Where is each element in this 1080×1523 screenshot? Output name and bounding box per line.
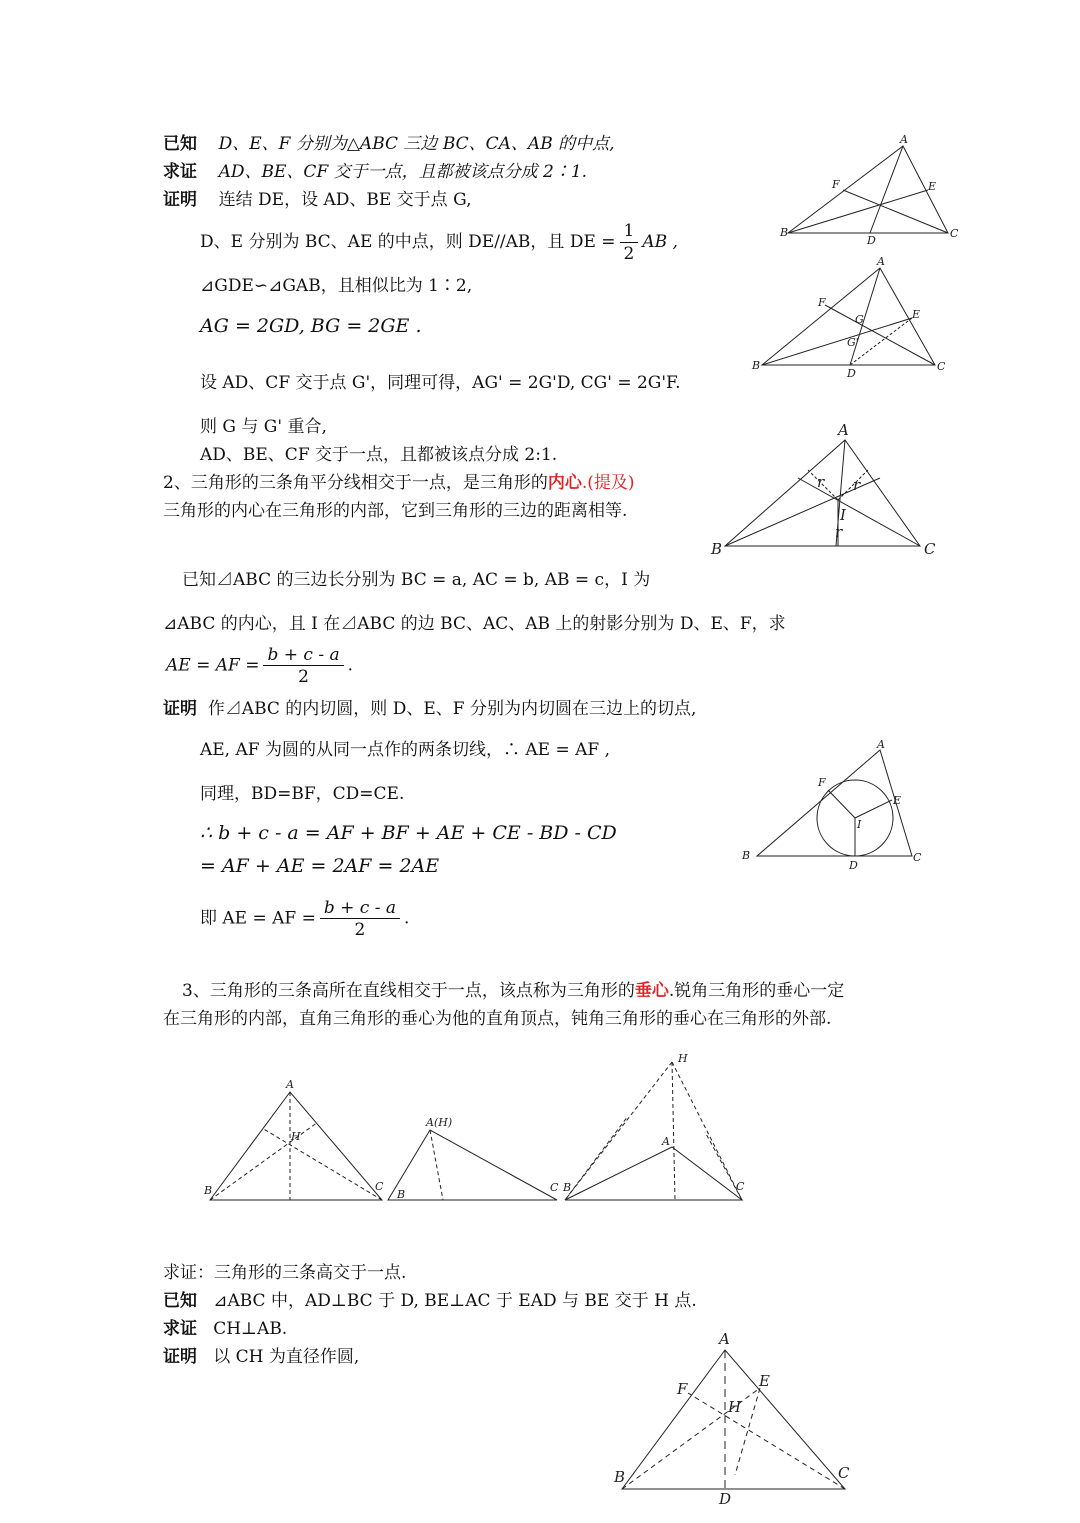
label-f: F [818, 776, 826, 789]
label-h: H [678, 1052, 688, 1065]
label-f: F [818, 296, 826, 309]
label-b: B [742, 849, 751, 862]
figure-right-orthocenter [388, 1116, 559, 1201]
given-line: 已知 D、E、F 分别为△ABC 三边 BC、CA、AB 的中点, [163, 134, 615, 154]
label-e: E [759, 1372, 770, 1390]
label-c: C [913, 851, 922, 864]
label-r: r [853, 476, 861, 494]
label-b: B [204, 1184, 213, 1197]
label-h: H [728, 1398, 742, 1416]
proof-line: 证明 连结 DE，设 AD、BE 交于点 G, [163, 190, 472, 210]
label-c: C [937, 360, 946, 373]
label-b: B [563, 1181, 572, 1194]
label-d: D [847, 367, 856, 380]
given-formula: AE = AF = $\frac{b + c - a}{2}$ . [166, 645, 354, 687]
given-line: 已知⊿ABC 的三边长分别为 BC = a, AC = b, AB = c，I 为 [182, 570, 651, 590]
figure-incircle [741, 738, 922, 872]
label-b: B [614, 1468, 626, 1486]
label-g-prime: G' [847, 336, 859, 349]
proof-line: 证明 以 CH 为直径作圆, [163, 1347, 360, 1367]
label-i: I [840, 506, 846, 524]
label-d: D [849, 859, 858, 872]
label-f: F [832, 178, 840, 191]
proof-step: 设 AD、CF 交于点 G'，同理可得，AG' = 2G'D, CG' = 2G'F. [200, 373, 681, 393]
label-r: r [817, 473, 825, 491]
label-i: I [857, 818, 862, 831]
label-d: D [867, 234, 876, 247]
label-h: H [291, 1130, 301, 1143]
label-e: E [893, 794, 902, 807]
proof-step: 同理，BD=BF，CD=CE. [200, 784, 405, 804]
section-2-title: 2、三角形的三条角平分线相交于一点，是三角形的内心.(提及) [163, 473, 635, 493]
label-e: E [928, 180, 937, 193]
label-f: F [677, 1380, 688, 1398]
label-a: A [838, 421, 849, 439]
section-3-title: 3、三角形的三条高所在直线相交于一点，该点称为三角形的垂心.锐角三角形的垂心一定 [182, 981, 845, 1001]
figure-incenter [710, 421, 936, 558]
question: 求证：三角形的三条高交于一点. [163, 1263, 407, 1283]
label-r: r [835, 523, 843, 541]
figure-obtuse-orthocenter [562, 1052, 745, 1200]
proof-step: 则 G 与 G' 重合, [200, 417, 327, 437]
proof-step: ∴ b + c - a = AF + BF + AE + CE - BD - CD [200, 822, 617, 844]
proof-step: = AF + AE = 2AF = 2AE [200, 855, 440, 877]
label-c: C [550, 1181, 559, 1194]
prove-line: 求证 CH⊥AB. [163, 1319, 288, 1339]
label-b: B [780, 226, 789, 239]
label-a: A [719, 1330, 730, 1348]
proof-step: D、E 分别为 BC、AE 的中点，则 DE//AB，且 DE = $\frac{1}{2}$ AB , [200, 221, 678, 264]
section-3-desc: 在三角形的内部，直角三角形的垂心为他的直角顶点，钝角三角形的垂心在三角形的外部. [163, 1009, 832, 1029]
given-line: 已知 ⊿ABC 中，AD⊥BC 于 D, BE⊥AC 于 EAD 与 BE 交于 H 点. [163, 1291, 697, 1311]
figure-medians-1 [779, 133, 959, 247]
figure-medians-2 [751, 255, 946, 380]
label-b: B [397, 1188, 406, 1201]
label-c: C [924, 540, 936, 558]
proof-step: ⊿GDE∽⊿GAB，且相似比为 1∶2, [200, 276, 473, 296]
section-2-desc: 三角形的内心在三角形的内部，它到三角形的三边的距离相等. [163, 501, 628, 521]
proof-step: AD、BE、CF 交于一点，且都被该点分成 2:1. [200, 445, 558, 465]
label-g: G [855, 313, 864, 326]
proof-step: 即 AE = AF = $\frac{b + c - a}{2}$ . [200, 898, 410, 940]
figure-acute-orthocenter [203, 1078, 384, 1200]
label-a-h: A(H) [426, 1116, 453, 1129]
given-line: ⊿ABC 的内心，且 I 在⊿ABC 的边 BC、AC、AB 上的射影分别为 D、E、F，求 [163, 614, 786, 634]
proof-step: AG = 2GD, BG = 2GE . [200, 315, 422, 337]
label-c: C [736, 1180, 745, 1193]
label-b: B [711, 540, 723, 558]
label-a: A [286, 1078, 294, 1091]
proof-step: AE, AF 为圆的从同一点作的两条切线，∴ AE = AF , [200, 740, 610, 760]
label-e: E [912, 308, 921, 321]
label-a: A [877, 738, 885, 751]
label-c: C [838, 1464, 850, 1482]
label-c: C [375, 1180, 384, 1193]
label-a: A [900, 133, 908, 146]
label-b: B [752, 359, 761, 372]
label-a: A [662, 1135, 670, 1148]
figure-orthocenter-proof [613, 1330, 850, 1508]
label-d: D [719, 1490, 732, 1508]
label-a: A [877, 255, 885, 268]
proof-line: 证明 作⊿ABC 的内切圆，则 D、E、F 分别为内切圆在三边上的切点, [163, 699, 697, 719]
prove-line: 求证 AD、BE、CF 交于一点，且都被该点分成 2∶1. [163, 162, 588, 182]
label-c: C [950, 227, 959, 240]
